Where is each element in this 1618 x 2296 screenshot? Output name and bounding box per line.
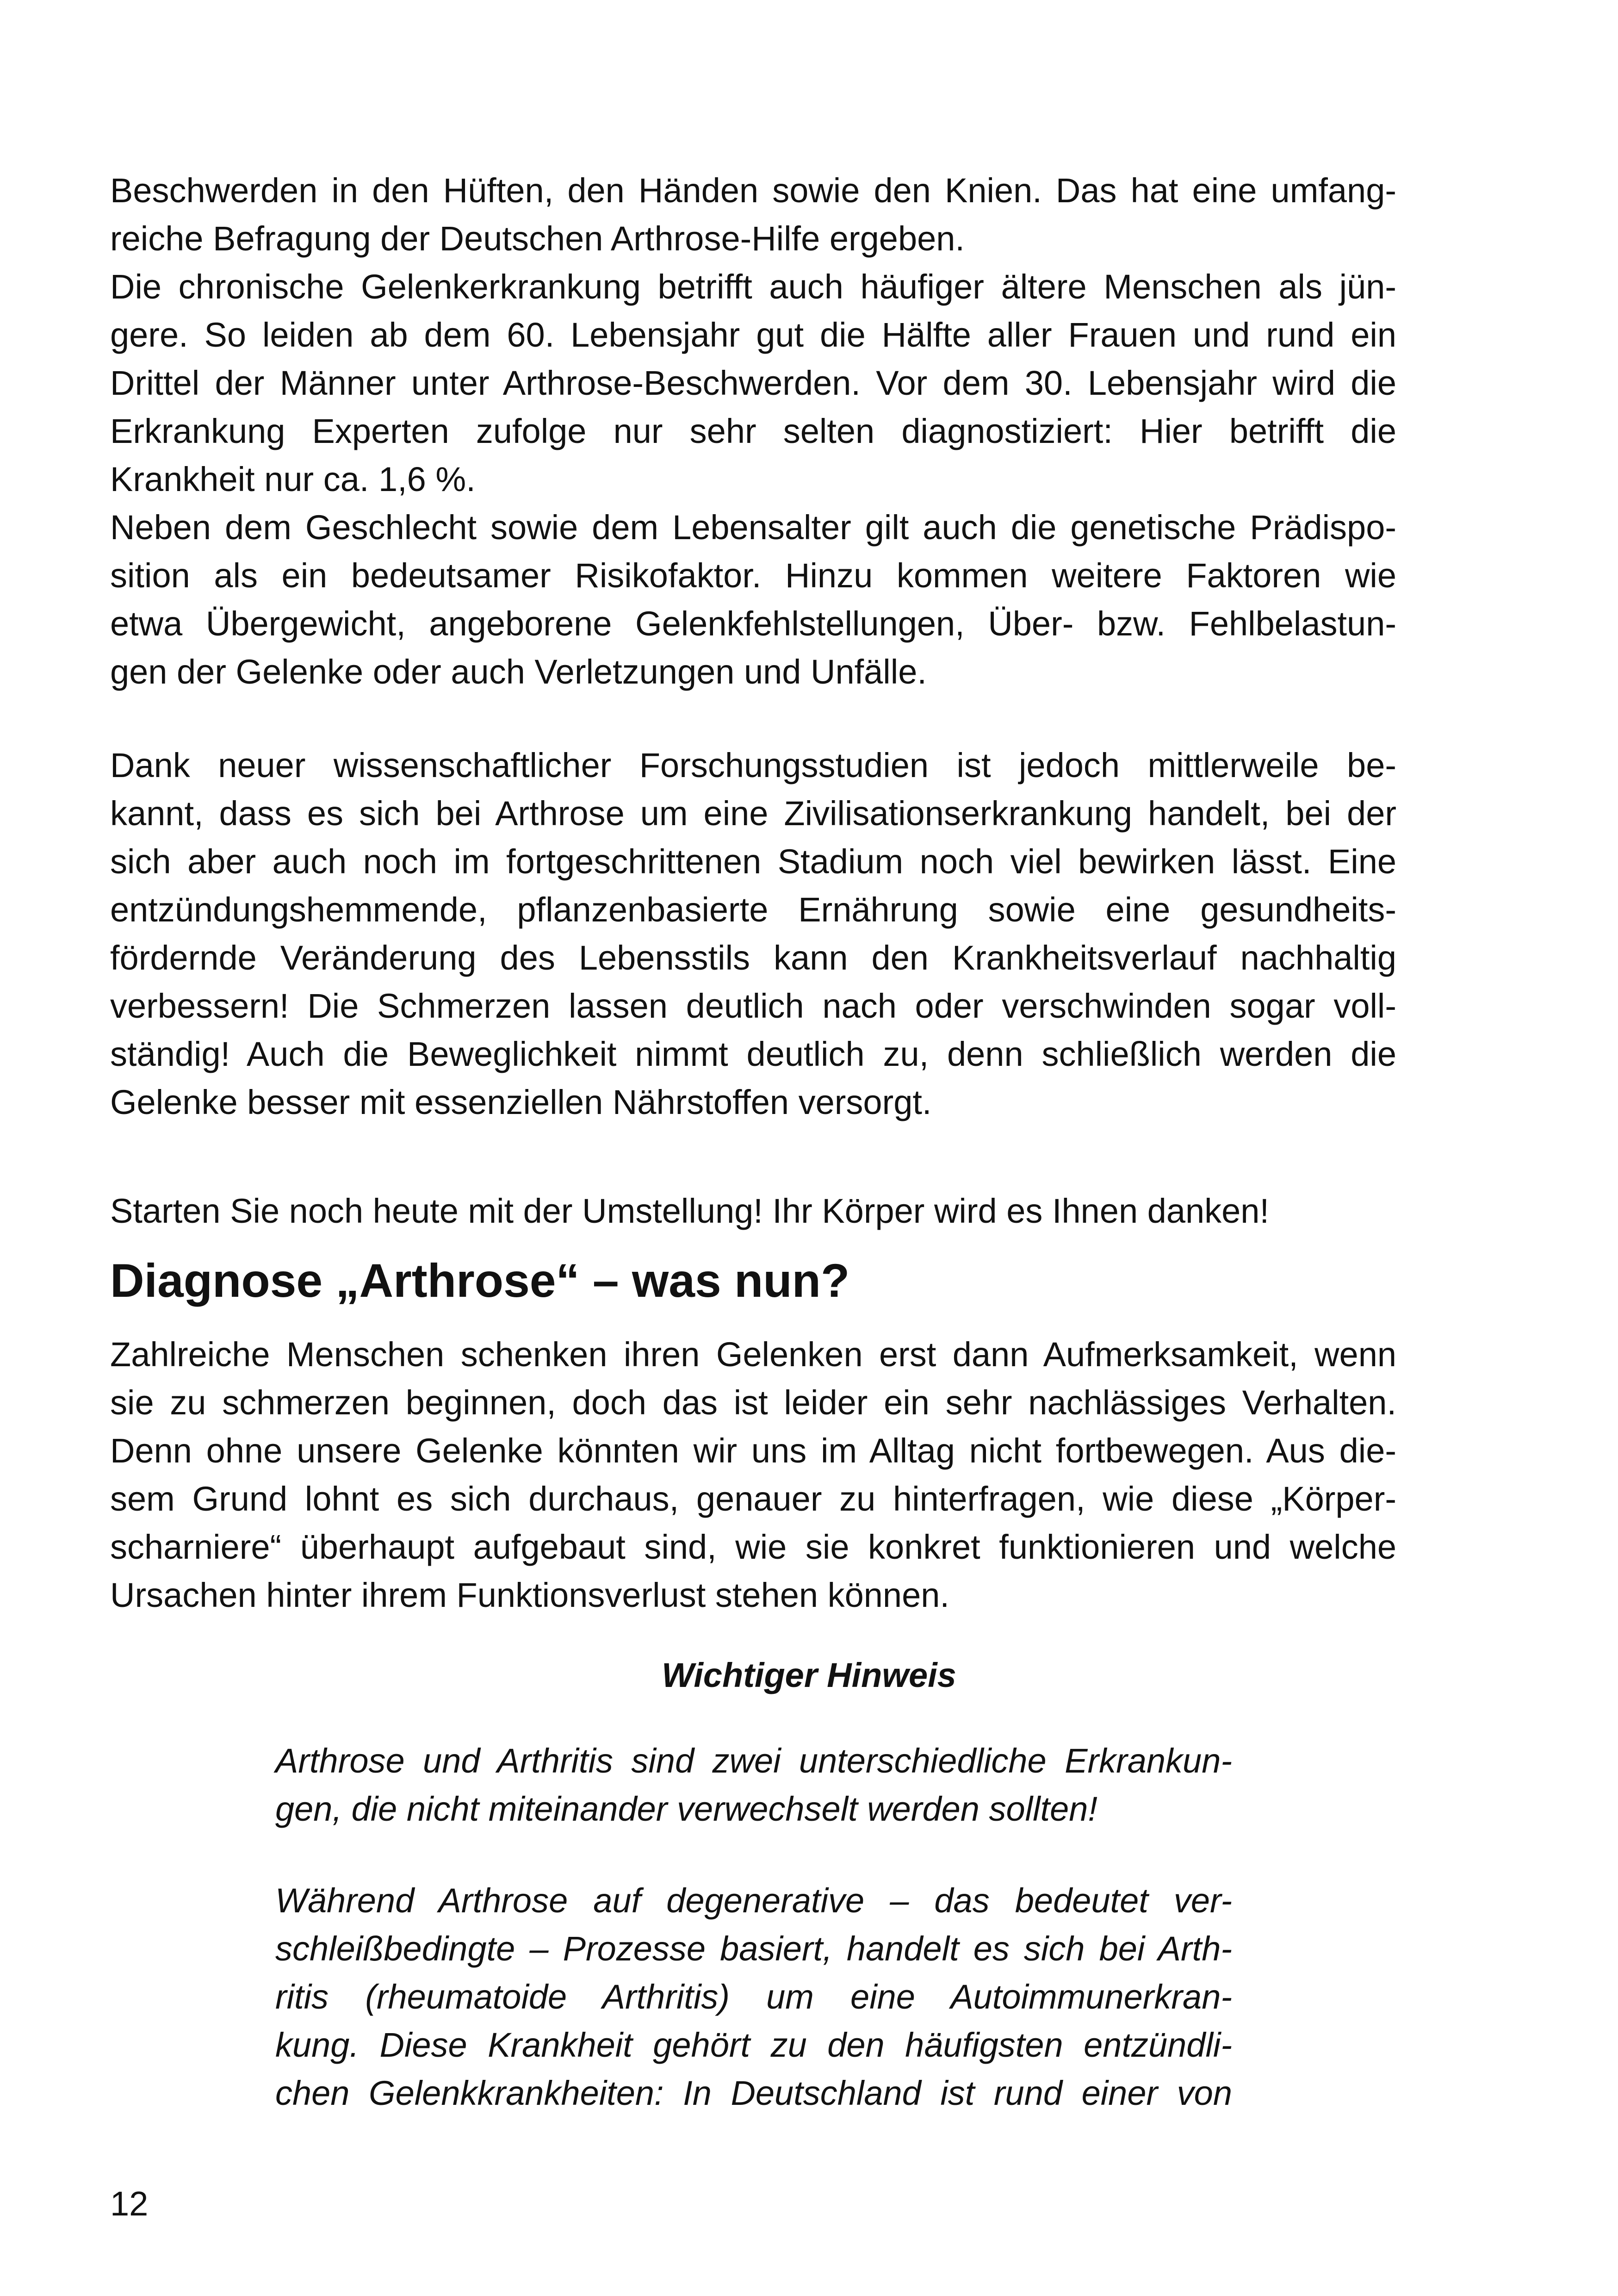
text-line: Starten Sie noch heute mit der Umstellung! Ihr Körper wird es Ihnen danken! [110,1192,1270,1230]
text-line: sich aber auch noch im fortgeschrittenen Stadium noch viel bewirken lässt. Eine [110,842,1396,881]
text-line: fördernde Veränderung des Lebensstils kann den Krankheitsverlauf nachhaltig [110,939,1396,977]
text-line: Beschwerden in den Hüften, den Händen sowie den Knien. Das hat eine umfang- [110,171,1396,210]
text-line: Während Arthrose auf degenerative – das bedeutet ver- [275,1881,1232,1920]
text-line: Arthrose und Arthritis sind zwei unterschiedliche Erkrankun- [275,1742,1232,1780]
text-line: Die chronische Gelenkerkrankung betrifft auch häufiger ältere Menschen als jün- [110,268,1396,306]
text-line: ständig! Auch die Beweglichkeit nimmt deutlich zu, denn schließlich werden die [110,1035,1396,1073]
text-line: verbessern! Die Schmerzen lassen deutlich nach oder verschwinden sogar voll- [110,987,1396,1025]
text-line: etwa Übergewicht, angeborene Gelenkfehlstellungen, Über- bzw. Fehlbelastun- [110,604,1396,643]
text-line: Drittel der Männer unter Arthrose-Beschwerden. Vor dem 30. Lebensjahr wird die [110,364,1396,402]
text-line: Neben dem Geschlecht sowie dem Lebensalter gilt auch die genetische Prädispo- [110,508,1396,547]
text-line: Gelenke besser mit essenziellen Nährstoffen versorgt. [110,1083,932,1121]
section-heading: Diagnose „Arthrose“ – was nun? [110,1254,850,1307]
text-line: Erkrankung Experten zufolge nur sehr selten diagnostiziert: Hier betrifft die [110,412,1396,450]
text-line: sie zu schmerzen beginnen, doch das ist leider ein sehr nachlässiges Verhalten. [110,1383,1396,1422]
body-paragraph-1 [110,167,1396,696]
text-line: Ursachen hinter ihrem Funktionsverlust stehen können. [110,1576,949,1614]
text-line: Krankheit nur ca. 1,6 %. [110,460,476,498]
text-line: reiche Befragung der Deutschen Arthrose-Hilfe ergeben. [110,219,965,258]
text-line: gen der Gelenke oder auch Verletzungen und Unfälle. [110,653,927,691]
text-line: Denn ohne unsere Gelenke könnten wir uns im Alltag nicht fortbewegen. Aus die- [110,1431,1396,1470]
text-line: chen Gelenkkrankheiten: In Deutschland ist rund einer von [275,2074,1232,2112]
body-paragraph-2 [110,741,1396,1126]
text-line: ritis (rheumatoide Arthritis) um eine Autoimmunerkran- [275,1978,1232,2016]
text-line: scharniere“ überhaupt aufgebaut sind, wie sie konkret funktionieren und welche [110,1528,1396,1566]
text-line: entzündungshemmende, pflanzenbasierte Ernährung sowie eine gesundheits- [110,890,1396,929]
text-line: kung. Diese Krankheit gehört zu den häufigsten entzündli- [275,2026,1232,2064]
text-line: Zahlreiche Menschen schenken ihren Gelenken erst dann Aufmerksamkeit, wenn [110,1335,1396,1374]
page-number: 12 [110,2184,149,2223]
text-line: gere. So leiden ab dem 60. Lebensjahr gut die Hälfte aller Frauen und rund ein [110,316,1396,354]
body-paragraph-3 [110,1187,1396,1235]
text-line: sem Grund lohnt es sich durchaus, genauer zu hinterfragen, wie diese „Körper- [110,1480,1396,1518]
note-paragraph-1 [275,1737,1232,1833]
text-line: gen, die nicht miteinander verwechselt werden sollten! [275,1790,1097,1828]
text-line: sition als ein bedeutsamer Risikofaktor. Hinzu kommen weitere Faktoren wie [110,556,1396,595]
text-line: kannt, dass es sich bei Arthrose um eine Zivilisationserkrankung handelt, bei der [110,794,1396,833]
note-paragraph-2 [275,1877,1232,2117]
note-title: Wichtiger Hinweis [662,1656,956,1694]
text-line: Dank neuer wissenschaftlicher Forschungsstudien ist jedoch mittlerweile be- [110,746,1396,784]
body-paragraph-4 [110,1331,1396,1619]
text-line: schleißbedingte – Prozesse basiert, handelt es sich bei Arth- [275,1929,1232,1968]
